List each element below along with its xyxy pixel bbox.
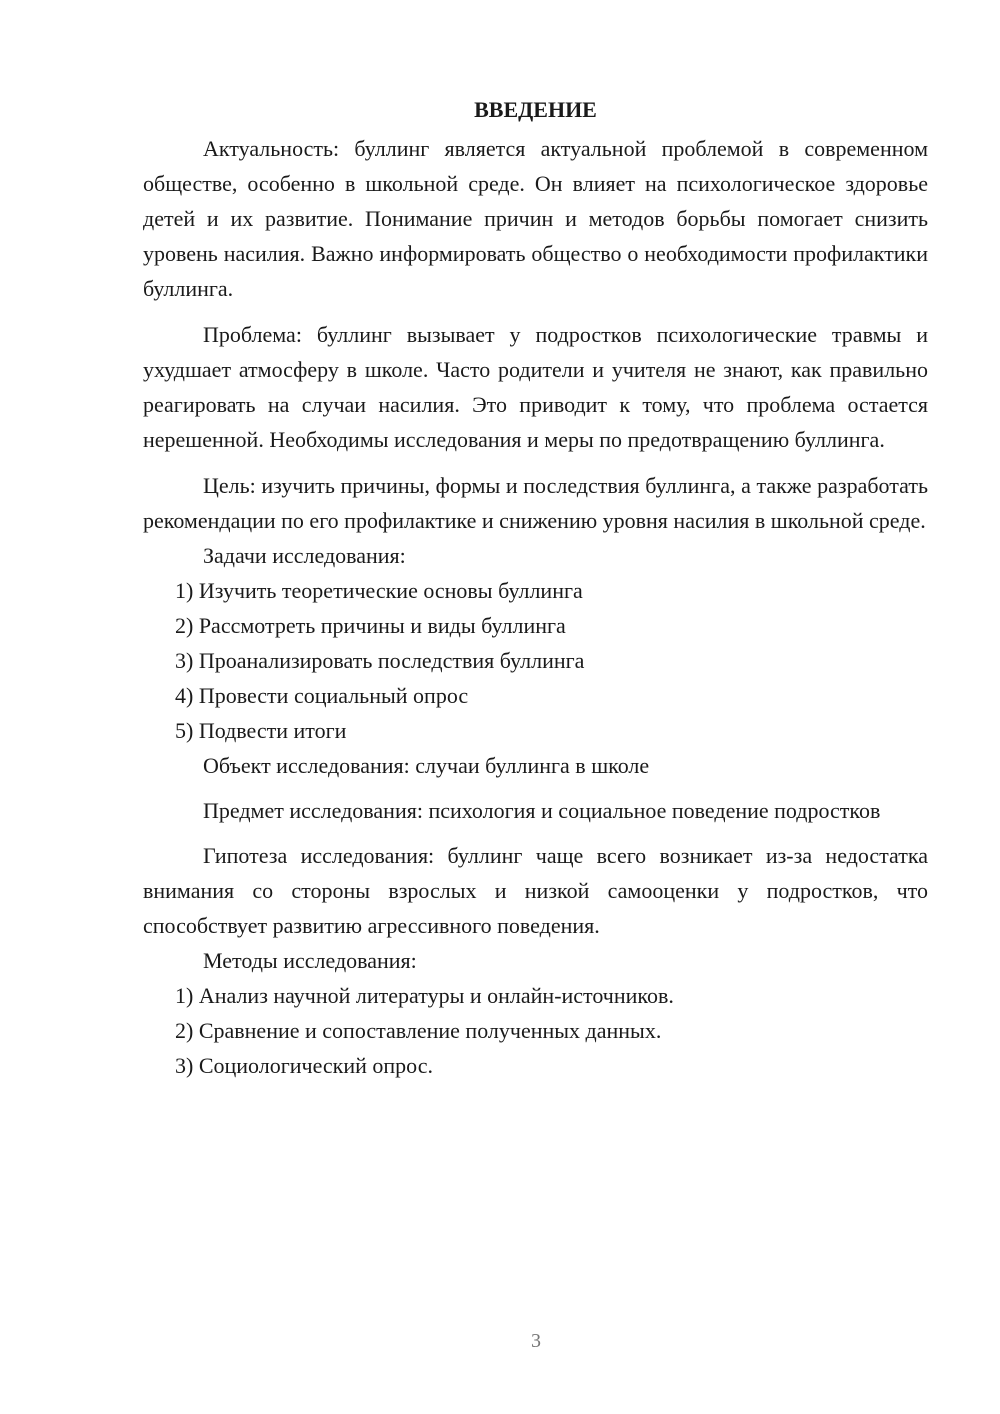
methods-heading: Методы исследования:	[203, 948, 417, 973]
task-item-3: 3) Проанализировать последствия буллинга	[175, 648, 585, 673]
document-page	[143, 92, 928, 1083]
problem-paragraph: Проблема: буллинг вызывает у подростков психологические травмы и ухудшает атмосферу в школе. Часто родители и учителя не знают, как правильно реагировать на случаи насилия. Это приводит к тому, что проблема остается нерешенной. Необходимы исследования и меры по предотвращению буллинга.	[143, 322, 928, 452]
method-item-1: 1) Анализ научной литературы и онлайн-источников.	[175, 983, 674, 1008]
object-line: Объект исследования: случаи буллинга в школе	[203, 753, 650, 778]
page-title: ВВЕДЕНИЕ	[474, 97, 597, 122]
relevance-paragraph: Актуальность: буллинг является актуальной проблемой в современном обществе, особенно в школьной среде. Он влияет на психологическое здоровье детей и их развитие. Понимание причин и методов борьбы помогает снизить уровень насилия. Важно информировать общество о необходимости профилактики буллинга.	[143, 136, 928, 301]
goal-paragraph: Цель: изучить причины, формы и последствия буллинга, а также разработать рекомендации по его профилактике и снижению уровня насилия в школьной среде.	[143, 473, 928, 533]
task-item-5: 5) Подвести итоги	[175, 718, 347, 743]
task-item-1: 1) Изучить теоретические основы буллинга	[175, 578, 583, 603]
task-item-2: 2) Рассмотреть причины и виды буллинга	[175, 613, 566, 638]
tasks-heading: Задачи исследования:	[203, 543, 406, 568]
task-item-4: 4) Провести социальный опрос	[175, 683, 469, 708]
subject-paragraph: Предмет исследования: психология и социальное поведение подростков	[203, 798, 881, 823]
method-item-2: 2) Сравнение и сопоставление полученных данных.	[175, 1018, 662, 1043]
method-item-3: 3) Социологический опрос.	[175, 1053, 433, 1078]
hypothesis-paragraph: Гипотеза исследования: буллинг чаще всего возникает из-за недостатка внимания со стороны взрослых и низкой самооценки у подростков, что способствует развитию агрессивного поведения.	[143, 843, 928, 938]
page-number: 3	[531, 1330, 541, 1352]
